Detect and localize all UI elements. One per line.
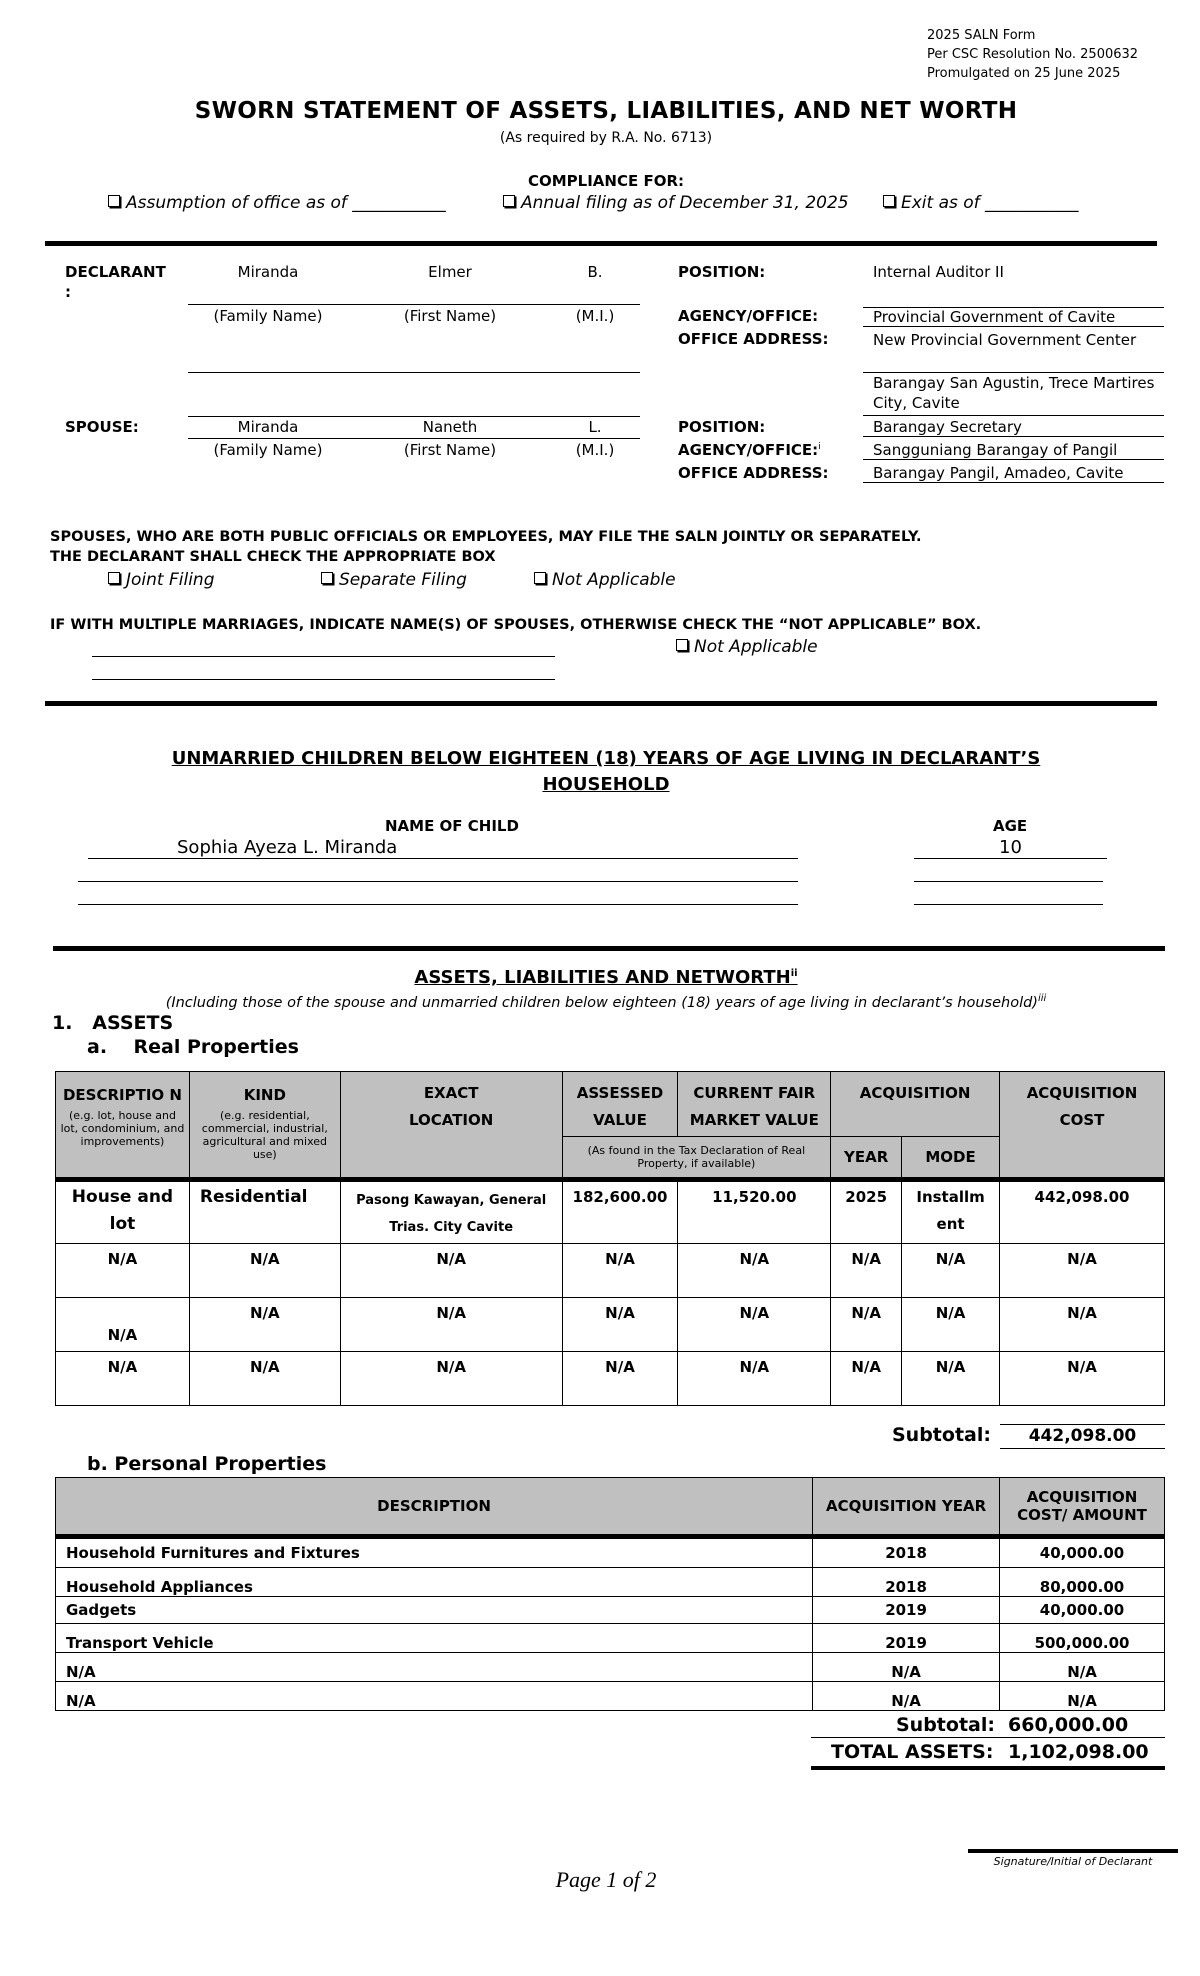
table-row [56,1653,1165,1682]
real-properties-label: a. Real Properties [87,1036,299,1058]
table-row [56,1537,1165,1568]
footnote-marker: ii [790,968,798,979]
rp-cell-cost: N/A [1000,1352,1165,1406]
rp-header-kind-text: KIND [243,1086,286,1104]
checkbox-label: Annual filing as of December 31, 2025 [521,193,849,213]
declarant-first-name: Elmer [428,263,472,281]
checkbox-exit[interactable] [883,193,1079,213]
child-name-line-2 [78,881,798,882]
rp-header-tax-note: (As found in the Tax Declaration of Real Property, if available) [562,1137,831,1180]
declarant-agency: Provincial Government of Cavite [863,307,1164,327]
declarant-name-line [188,304,640,305]
checkbox-label: Joint Filing [126,570,215,590]
assets-heading [0,967,1200,988]
rp-cell-mode: N/A [902,1298,1000,1352]
page-number: Page 1 of 2 [555,1867,657,1892]
rp-cell-assessed: N/A [562,1298,678,1352]
rp-cell-assessed: 182,600.00 [562,1180,678,1244]
checkbox-separate-filing[interactable] [321,570,467,590]
page-subtitle: (As required by R.A. No. 6713) [499,130,713,146]
declarant-address-line2: Barangay San Agustin, Trece Martires City, Cavite [863,373,1164,416]
family-name-caption: (Family Name) [213,307,323,325]
pp-cell-cost: N/A [1000,1682,1165,1711]
child-name-header: NAME OF CHILD [385,817,519,835]
spouse-name-blank-1 [92,656,555,657]
children-heading-line2: HOUSEHOLD [542,774,670,795]
spouse-position-label: POSITION: [678,418,766,436]
signature-line [968,1849,1178,1853]
rp-cell-cost: N/A [1000,1298,1165,1352]
rp-cell-description: N/A [56,1352,190,1406]
pp-cell-year: 2019 [813,1597,1000,1624]
rp-cell-kind: N/A [189,1244,340,1298]
form-version-note [927,26,1138,83]
footnote-marker: i [818,442,821,452]
pp-cell-cost: 40,000.00 [1000,1597,1165,1624]
pp-cell-year: N/A [813,1682,1000,1711]
child-name: Sophia Ayeza L. Miranda [177,837,398,858]
section-divider [45,701,1157,706]
pp-cell-description: Transport Vehicle [56,1624,813,1653]
declarant-middle-initial: B. [587,263,603,281]
table-row [56,1597,1165,1624]
spouse-address: Barangay Pangil, Amadeo, Cavite [863,464,1164,483]
assets-label: 1. ASSETS [52,1012,174,1034]
checkbox-label: Assumption of office as of ___________ [126,193,446,213]
rp-cell-year: N/A [831,1298,902,1352]
child-age: 10 [999,837,1022,858]
table-row [56,1568,1165,1597]
checkbox-label: Not Applicable [552,570,676,590]
family-name-caption: (Family Name) [213,441,323,459]
spouse-agency: Sangguniang Barangay of Pangil [863,441,1164,460]
signature-caption: Signature/Initial of Declarant [993,1855,1153,1868]
checkbox-not-applicable-marriages[interactable] [676,637,818,657]
table-row [56,1352,1165,1406]
csc-resolution: Per CSC Resolution No. 2500632 [927,47,1139,62]
checkbox-icon [676,639,688,651]
table-row [56,1244,1165,1298]
spouse-top-line [188,416,640,417]
rp-cell-year: N/A [831,1352,902,1406]
spouse-position: Barangay Secretary [863,418,1164,437]
rp-cell-description: House and lot [56,1180,190,1244]
checkbox-label: Not Applicable [694,637,818,657]
rp-header-cost: ACQUISITION COST [1000,1072,1165,1180]
child-age-line-1 [914,858,1107,859]
rp-cell-description: N/A [56,1244,190,1298]
rp-cell-location: N/A [340,1244,562,1298]
rp-cell-location: Pasong Kawayan, General Trias. City Cavite [340,1180,562,1244]
pp-cell-cost: 500,000.00 [1000,1624,1165,1653]
total-assets-label: TOTAL ASSETS: [831,1741,994,1763]
pp-cell-year: N/A [813,1653,1000,1682]
pp-cell-description: Gadgets [56,1597,813,1624]
checkbox-icon [108,195,120,207]
rp-cell-mode: N/A [902,1352,1000,1406]
rp-cell-cost: 442,098.00 [1000,1180,1165,1244]
pp-cell-year: 2018 [813,1568,1000,1597]
rp-header-market: CURRENT FAIR MARKET VALUE [678,1072,831,1137]
rp-cell-assessed: N/A [562,1244,678,1298]
personal-subtotal-label: Subtotal: [896,1714,995,1736]
checkbox-icon [883,195,895,207]
checkbox-icon [108,572,120,584]
pp-header-description: DESCRIPTION [56,1478,813,1537]
rp-header-location: EXACT LOCATION [340,1072,562,1180]
pp-cell-description: N/A [56,1653,813,1682]
checkbox-icon [503,195,515,207]
section-divider [45,241,1157,246]
rp-cell-kind: N/A [189,1352,340,1406]
pp-cell-description: Household Furnitures and Fixtures [56,1537,813,1568]
spouse-label: SPOUSE: [65,418,139,436]
pp-cell-year: 2018 [813,1537,1000,1568]
spouse-first-name: Naneth [422,418,478,436]
rp-cell-market: N/A [678,1244,831,1298]
compliance-heading: COMPLIANCE FOR: [527,172,684,190]
footnote-marker: iii [1037,993,1047,1004]
pp-header-year: ACQUISITION YEAR [813,1478,1000,1537]
personal-properties-label: b. Personal Properties [87,1453,327,1475]
checkbox-icon [321,572,333,584]
rp-cell-year: N/A [831,1244,902,1298]
personal-properties-table [55,1477,1165,1711]
spouse-middle-initial: L. [588,418,602,436]
pp-cell-description: N/A [56,1682,813,1711]
real-subtotal-value: 442,098.00 [1000,1424,1165,1449]
real-subtotal-label: Subtotal: [892,1424,991,1446]
declarant-label: DECLARANT [65,263,166,281]
office-address-label: OFFICE ADDRESS: [678,330,829,348]
checkbox-annual[interactable] [503,193,849,213]
position-label: POSITION: [678,263,766,281]
pp-cell-cost: N/A [1000,1653,1165,1682]
total-assets-value: 1,102,098.00 [1008,1741,1149,1763]
rp-cell-year: 2025 [831,1180,902,1244]
real-properties-table [55,1071,1165,1406]
section-divider [53,946,1165,951]
rp-cell-mode: Installm ent [902,1180,1000,1244]
spouse-name-line [188,438,640,439]
rp-header-kind [189,1072,340,1180]
spouse-name-blank-2 [92,679,555,680]
rp-cell-assessed: N/A [562,1352,678,1406]
rp-cell-market: N/A [678,1298,831,1352]
pp-cell-cost: 40,000.00 [1000,1537,1165,1568]
checkbox-icon [534,572,546,584]
rp-cell-kind: N/A [189,1298,340,1352]
mi-caption: (M.I.) [575,307,615,325]
assets-note-text: (Including those of the spouse and unmarried children below eighteen (18) years of age living in declarant’s household) [165,994,1038,1011]
child-name-line-3 [78,904,798,905]
first-name-caption: (First Name) [403,307,497,325]
table-row [56,1180,1165,1244]
assets-heading-text: ASSETS, LIABILITIES AND NETWORTH [414,967,791,988]
declarant-position: Internal Auditor II [873,263,1004,281]
rp-cell-kind: Residential [189,1180,340,1244]
pp-cell-year: 2019 [813,1624,1000,1653]
rp-cell-market: N/A [678,1352,831,1406]
rp-cell-location: N/A [340,1352,562,1406]
spouse-address-label: OFFICE ADDRESS: [678,464,829,482]
joint-filing-instruction: THE DECLARANT SHALL CHECK THE APPROPRIATE BOX [50,549,496,565]
multiple-marriages-instruction: IF WITH MULTIPLE MARRIAGES, INDICATE NAME(S) OF SPOUSES, OTHERWISE CHECK THE “NOT APPLICABLE” BOX. [50,617,982,633]
child-age-header: AGE [993,817,1028,835]
page-title: SWORN STATEMENT OF ASSETS, LIABILITIES, AND NET WORTH [194,98,1018,124]
rp-header-assessed: ASSESSED VALUE [562,1072,678,1137]
joint-filing-notice: SPOUSES, WHO ARE BOTH PUBLIC OFFICIALS OR EMPLOYEES, MAY FILE THE SALN JOINTLY OR SEPARATELY. [50,529,922,545]
first-name-caption: (First Name) [403,441,497,459]
rp-cell-mode: N/A [902,1244,1000,1298]
children-heading-line1: UNMARRIED CHILDREN BELOW EIGHTEEN (18) YEARS OF AGE LIVING IN DECLARANT’S [171,748,1041,769]
rp-header-acquisition: ACQUISITION [831,1072,1000,1137]
spouse-agency-label [678,441,821,459]
rp-cell-cost: N/A [1000,1244,1165,1298]
rp-cell-description: N/A [56,1298,190,1352]
pp-cell-cost: 80,000.00 [1000,1568,1165,1597]
checkbox-joint-filing[interactable] [108,570,215,590]
form-version: 2025 SALN Form [927,28,1036,43]
table-row [56,1624,1165,1653]
rp-cell-location: N/A [340,1298,562,1352]
assets-note [0,993,1200,1011]
agency-label: AGENCY/OFFICE: [678,307,819,325]
spouse-family-name: Miranda [237,418,299,436]
pp-header-cost: ACQUISITION COST/ AMOUNT [1000,1478,1165,1537]
rp-header-mode: MODE [902,1137,1000,1180]
rp-header-description-text: DESCRIPTIO N [62,1086,182,1104]
personal-subtotal-value: 660,000.00 [1008,1714,1129,1736]
pp-cell-description: Household Appliances [56,1568,813,1597]
child-age-line-2 [914,881,1103,882]
promulgation-date: Promulgated on 25 June 2025 [927,66,1121,81]
child-age-line-3 [914,904,1103,905]
mi-caption: (M.I.) [575,441,615,459]
child-name-line-1 [88,858,798,859]
spouse-agency-label-text: AGENCY/OFFICE: [678,441,819,459]
declarant-blank-line [188,372,640,373]
declarant-family-name: Miranda [237,263,299,281]
rp-header-description [56,1072,190,1180]
declarant-address-line1: New Provincial Government Center [863,330,1164,373]
rp-header-description-note: (e.g. lot, house and lot, condominium, and improvements) [60,1109,185,1148]
rp-header-year: YEAR [831,1137,902,1180]
checkbox-not-applicable-joint[interactable] [534,570,676,590]
checkbox-assumption[interactable] [108,193,446,213]
rp-header-kind-note: (e.g. residential, commercial, industrial, agricultural and mixed use) [201,1109,328,1161]
checkbox-label: Separate Filing [339,570,467,590]
table-row [56,1298,1165,1352]
declarant-colon: : [65,283,71,301]
rp-cell-market: 11,520.00 [678,1180,831,1244]
table-row [56,1682,1165,1711]
checkbox-label: Exit as of ___________ [901,193,1079,213]
